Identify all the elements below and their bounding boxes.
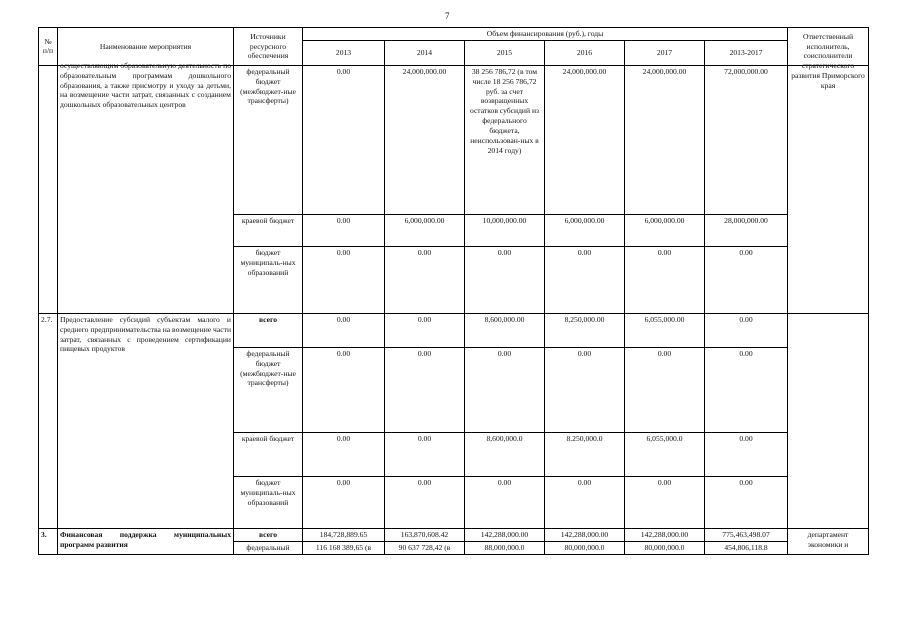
cell-value: 90 637 728,42 (в	[385, 541, 465, 554]
cell-value: 0.00	[705, 246, 788, 313]
cell-value: 0.00	[705, 432, 788, 476]
cell-source: всего	[234, 528, 303, 541]
cell-value: 6,055,000.0	[625, 432, 705, 476]
cell-value: 0.00	[705, 347, 788, 432]
cell-value: 0.00	[465, 246, 545, 313]
cell-responsible: департамент экономики и	[788, 528, 869, 554]
cell-value: 142,288,000.00	[465, 528, 545, 541]
cell-measure-name: Предоставление субсидий субъектам малого и среднего предпринимательства на возмещение части затрат, связанных с проведением сертификации пищевых продуктов	[58, 313, 234, 528]
header-year: 2015	[465, 40, 545, 65]
cell-measure-name: осуществляющим образовательную деятельность по образовательным программам дошкольного образования, а также присмотру и уходу за детьми, на возмещение части затрат, связанных с созданием дошкольных образовательных центров	[58, 65, 234, 313]
cell-source: краевой бюджет	[234, 214, 303, 246]
cell-source: федеральный бюджет (межбюджет-ные трансферты)	[234, 347, 303, 432]
cell-value: 0.00	[705, 313, 788, 347]
cell-value: 0.00	[303, 214, 385, 246]
cell-source: всего	[234, 313, 303, 347]
cell-source: федеральный	[234, 541, 303, 554]
header-funding-source: Источники ресурсного обеспечения	[234, 28, 303, 66]
cell-value: 184,728,889.65	[303, 528, 385, 541]
cell-value: 24,000,000.00	[625, 65, 705, 214]
header-responsible: Ответственный исполнитель, соисполнители	[788, 28, 869, 66]
header-funding-volume: Объем финансирования (руб.), годы	[303, 28, 788, 41]
cell-value: 80,000,000.0	[625, 541, 705, 554]
cell-responsible: стратегического развития Приморского края	[788, 65, 869, 313]
header-year-total: 2013-2017	[705, 40, 788, 65]
cell-value: 0.00	[303, 65, 385, 214]
cell-value: 24,000,000.00	[385, 65, 465, 214]
cell-value: 38 256 786,72 (в том числе 18 256 786,72 руб. за счет возвращенных остатков субсидий из федерального бюджета, неиспользован-ных в 2014 году)	[465, 65, 545, 214]
header-year: 2014	[385, 40, 465, 65]
cell-source: федеральный бюджет (межбюджет-ные трансферты)	[234, 65, 303, 214]
table-row	[39, 313, 869, 347]
cell-value: 454,806,118.8	[705, 541, 788, 554]
cell-value: 0.00	[545, 476, 625, 528]
cell-value: 72,000,000.00	[705, 65, 788, 214]
cell-number: 3.	[39, 528, 58, 554]
header-year: 2013	[303, 40, 385, 65]
cell-value: 0.00	[625, 347, 705, 432]
cell-value: 8,600,000.00	[465, 313, 545, 347]
cell-value: 0.00	[303, 347, 385, 432]
cell-value: 6,000,000.00	[385, 214, 465, 246]
cell-value: 8,600,000.0	[465, 432, 545, 476]
cell-value: 0.00	[385, 347, 465, 432]
cell-value: 28,000,000.00	[705, 214, 788, 246]
cell-value: 80,000,000.0	[545, 541, 625, 554]
cell-value: 0.00	[465, 347, 545, 432]
cell-value: 0.00	[705, 476, 788, 528]
cell-value: 0.00	[303, 432, 385, 476]
cell-value: 142,288,000.00	[625, 528, 705, 541]
cell-measure-name: Финансовая поддержка муниципальных программ развития	[58, 528, 234, 554]
cell-source: краевой бюджет	[234, 432, 303, 476]
header-year: 2017	[625, 40, 705, 65]
cell-value: 24,000,000.00	[545, 65, 625, 214]
cell-value: 0.00	[545, 246, 625, 313]
table-row	[39, 65, 869, 214]
cell-value: 0.00	[303, 246, 385, 313]
cell-responsible	[788, 313, 869, 528]
cell-source: бюджет муниципаль-ных образований	[234, 246, 303, 313]
cell-value: 0.00	[465, 476, 545, 528]
cell-value: 6,000,000.00	[545, 214, 625, 246]
cell-number: 2.7.	[39, 313, 58, 528]
cell-value: 88,000,000.0	[465, 541, 545, 554]
cell-value: 0.00	[545, 347, 625, 432]
cell-value: 6,000,000.00	[625, 214, 705, 246]
cell-value: 6,055,000.00	[625, 313, 705, 347]
cell-value: 0.00	[385, 246, 465, 313]
cell-value: 0.00	[385, 313, 465, 347]
cell-source: бюджет муниципаль-ных образований	[234, 476, 303, 528]
header-number: № п/п	[39, 28, 58, 66]
cell-value: 116 168 389,65 (в	[303, 541, 385, 554]
cell-value: 0.00	[303, 313, 385, 347]
cell-value: 0.00	[625, 476, 705, 528]
cell-value: 8.250,000.0	[545, 432, 625, 476]
cell-value: 8,250,000.00	[545, 313, 625, 347]
cell-value: 10,000,000.00	[465, 214, 545, 246]
cell-value: 0.00	[385, 476, 465, 528]
cell-value: 163,870,608.42	[385, 528, 465, 541]
funding-table-viewport	[38, 27, 868, 552]
page-number: 7	[445, 11, 450, 21]
cell-value: 142,288,000.00	[545, 528, 625, 541]
cell-value: 775,463,498.07	[705, 528, 788, 541]
table-row	[39, 528, 869, 541]
cell-value: 0.00	[303, 476, 385, 528]
cell-number	[39, 65, 58, 313]
header-year: 2016	[545, 40, 625, 65]
funding-table	[38, 27, 869, 555]
header-measure-name: Наименование мероприятия	[58, 28, 234, 66]
cell-value: 0.00	[385, 432, 465, 476]
cell-value: 0.00	[625, 246, 705, 313]
